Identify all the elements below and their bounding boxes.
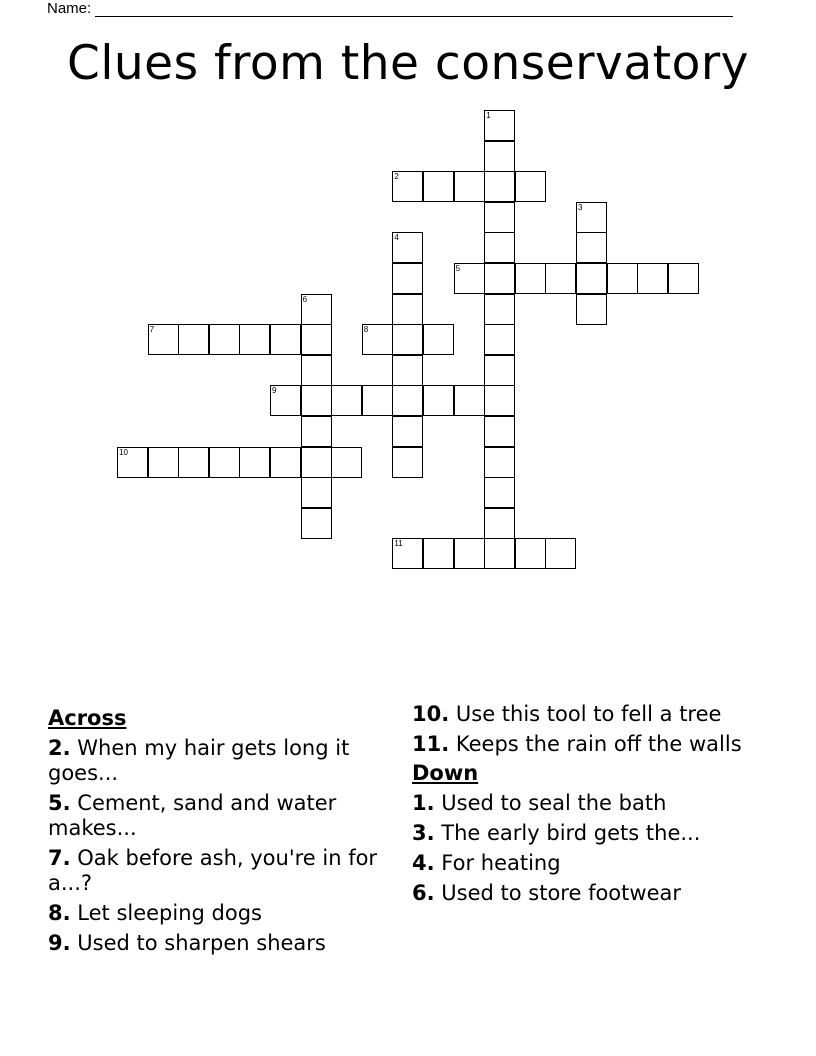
- grid-cell[interactable]: [668, 263, 699, 294]
- grid-cell[interactable]: [576, 202, 607, 233]
- grid-cell[interactable]: [117, 447, 148, 478]
- grid-cell[interactable]: [392, 294, 423, 325]
- grid-cell[interactable]: [454, 171, 485, 202]
- grid-cell[interactable]: [392, 355, 423, 386]
- clue-number-label: 9: [272, 386, 277, 396]
- grid-cell[interactable]: [178, 324, 209, 355]
- grid-cell[interactable]: [484, 447, 515, 478]
- clues-column-left: [48, 702, 388, 956]
- grid-cell[interactable]: [301, 416, 332, 447]
- grid-cell[interactable]: [576, 263, 607, 294]
- grid-cell[interactable]: [637, 263, 668, 294]
- name-label: Name:: [47, 0, 92, 17]
- grid-cell[interactable]: [270, 447, 301, 478]
- grid-cell[interactable]: [454, 263, 485, 294]
- grid-cell[interactable]: [392, 385, 423, 416]
- grid-cell[interactable]: [484, 141, 515, 172]
- clue-across-8: 8. Let sleeping dogs: [48, 901, 262, 925]
- grid-cell[interactable]: [484, 477, 515, 508]
- grid-cell[interactable]: [362, 324, 393, 355]
- grid-cell[interactable]: [484, 538, 515, 569]
- grid-cell[interactable]: [148, 324, 179, 355]
- clue-down-6: 6. Used to store footwear: [412, 881, 681, 905]
- grid-cell[interactable]: [484, 294, 515, 325]
- clue-number-label: 5: [455, 264, 461, 273]
- grid-cell[interactable]: [423, 385, 454, 416]
- grid-cell[interactable]: [301, 294, 332, 325]
- clue-number-label: 1: [486, 111, 491, 120]
- grid-cell[interactable]: [301, 477, 332, 508]
- clue-number-label: 6: [302, 294, 308, 304]
- grid-cell[interactable]: [515, 538, 546, 569]
- clue-number-label: 3: [578, 202, 583, 212]
- grid-cell[interactable]: [484, 232, 515, 263]
- grid-cell[interactable]: [484, 171, 515, 202]
- clue-down-3: 3. The early bird gets the...: [412, 821, 701, 845]
- clue-across-5: 5. Cement, sand and water makes...: [48, 791, 337, 840]
- clue-number-label: 4: [394, 233, 399, 243]
- grid-cell[interactable]: [392, 324, 423, 355]
- grid-cell[interactable]: [270, 385, 301, 416]
- grid-cell[interactable]: [423, 171, 454, 202]
- grid-cell[interactable]: [515, 263, 546, 294]
- clue-number-label: 11: [394, 539, 403, 549]
- grid-cell[interactable]: [178, 447, 209, 478]
- grid-cell[interactable]: [209, 447, 240, 478]
- grid-cell[interactable]: [484, 202, 515, 233]
- clue-number-label: 8: [363, 325, 369, 335]
- grid-cell[interactable]: [392, 447, 423, 478]
- grid-cell[interactable]: [148, 447, 179, 478]
- grid-cell[interactable]: [301, 324, 332, 355]
- clue-across-10: 10. Use this tool to fell a tree: [412, 702, 722, 726]
- grid-cell[interactable]: [484, 508, 515, 539]
- clues-column-right: [412, 702, 772, 906]
- grid-cell[interactable]: [454, 538, 485, 569]
- clue-number-label: 10: [119, 447, 128, 457]
- grid-cell[interactable]: [239, 324, 270, 355]
- clue-across-11: 11. Keeps the rain off the walls: [412, 732, 742, 756]
- across-heading: Across: [48, 706, 127, 730]
- grid-cell[interactable]: [270, 324, 301, 355]
- grid-cell[interactable]: [331, 447, 362, 478]
- grid-cell[interactable]: [392, 232, 423, 263]
- grid-cell[interactable]: [545, 263, 576, 294]
- grid-cell[interactable]: [362, 385, 393, 416]
- grid-cell[interactable]: [239, 447, 270, 478]
- grid-cell[interactable]: [301, 385, 332, 416]
- grid-cell[interactable]: [576, 232, 607, 263]
- grid-cell[interactable]: [209, 324, 240, 355]
- down-heading: Down: [412, 761, 479, 785]
- clue-across-2: 2. When my hair gets long it goes...: [48, 736, 350, 785]
- grid-cell[interactable]: [392, 416, 423, 447]
- grid-cell[interactable]: [576, 294, 607, 325]
- clue-down-1: 1. Used to seal the bath: [412, 791, 667, 815]
- grid-cell[interactable]: [392, 171, 423, 202]
- grid-cell[interactable]: [484, 110, 515, 141]
- grid-cell[interactable]: [392, 263, 423, 294]
- clue-number-label: 2: [394, 172, 399, 182]
- clue-across-9: 9. Used to sharpen shears: [48, 931, 326, 955]
- name-underline[interactable]: [95, 2, 733, 17]
- grid-cell[interactable]: [484, 324, 515, 355]
- grid-cell[interactable]: [301, 447, 332, 478]
- grid-cell[interactable]: [301, 355, 332, 386]
- grid-cell[interactable]: [545, 538, 576, 569]
- grid-cell[interactable]: [423, 324, 454, 355]
- grid-cell[interactable]: [423, 538, 454, 569]
- grid-cell[interactable]: [331, 385, 362, 416]
- grid-cell[interactable]: [454, 385, 485, 416]
- name-field[interactable]: [47, 0, 733, 17]
- grid-cell[interactable]: [484, 416, 515, 447]
- page-title: Clues from the conservatory: [67, 36, 749, 91]
- grid-cell[interactable]: [392, 538, 423, 569]
- grid-cell[interactable]: [484, 385, 515, 416]
- clue-across-7: 7. Oak before ash, you're in for a...?: [48, 846, 378, 895]
- grid-cell[interactable]: [607, 263, 638, 294]
- grid-cell[interactable]: [484, 263, 515, 294]
- clue-number-label: 7: [149, 325, 155, 335]
- grid-cell[interactable]: [301, 508, 332, 539]
- grid-cell[interactable]: [484, 355, 515, 386]
- clue-down-4: 4. For heating: [412, 851, 561, 875]
- grid-cell[interactable]: [515, 171, 546, 202]
